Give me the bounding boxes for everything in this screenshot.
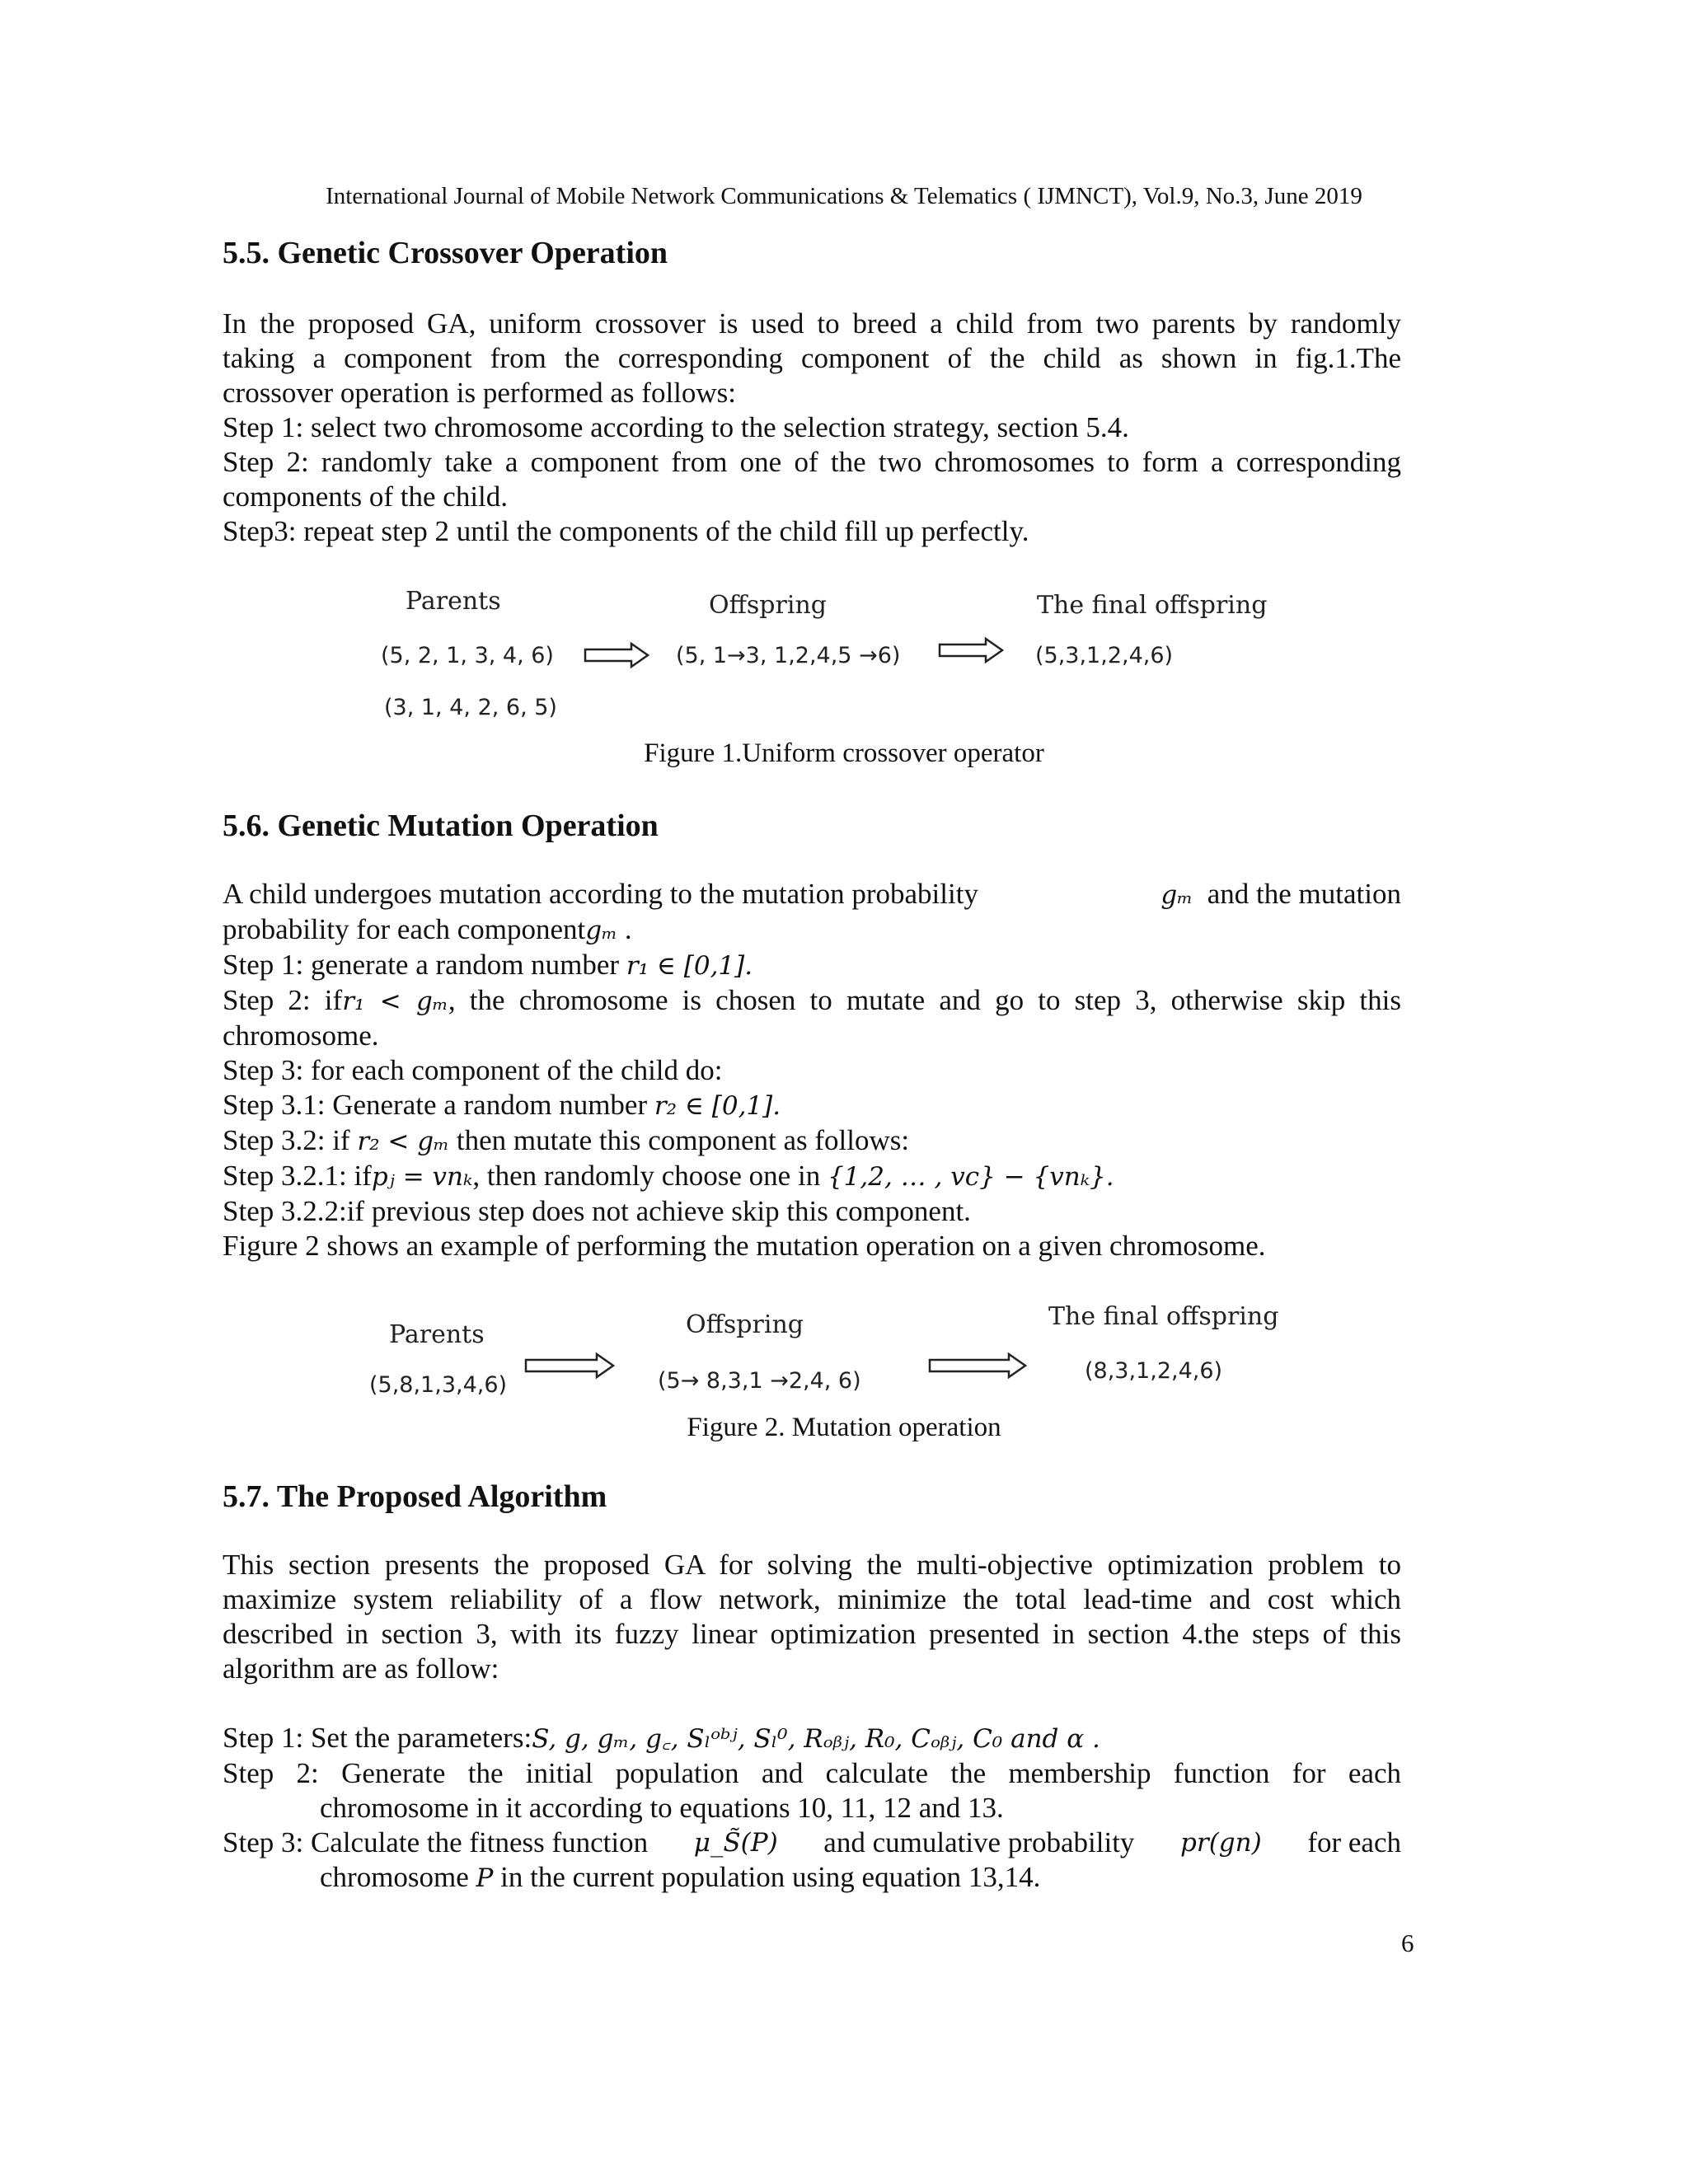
section-5-5-body <box>223 307 1401 549</box>
section-5-5-heading: 5.5. Genetic Crossover Operation <box>223 236 668 270</box>
text-line: maximize system reliability of a flow network, minimize the total lead-time and cost which <box>223 1583 1401 1615</box>
double-arrow-icon <box>584 641 651 669</box>
fig1-offspring-label: Offspring <box>709 591 827 620</box>
text-span <box>1160 877 1401 912</box>
text-line: components of the child. <box>223 480 509 513</box>
text-line: algorithm are as follow: <box>223 1652 499 1685</box>
text-span: chromosome <box>320 1861 469 1893</box>
figure-1-caption: Figure 1.Uniform crossover operator <box>644 738 1044 768</box>
text-line: Step 3.2.2:if previous step does not achieve skip this component. <box>223 1195 971 1227</box>
text-span: Step 1: generate a random number <box>223 949 620 981</box>
text-line <box>223 877 1401 912</box>
fig1-parent-1: (5, 2, 1, 3, 4, 6) <box>381 643 554 668</box>
text-span: then mutate this component as follows: <box>456 1124 910 1156</box>
math-set: {1,2, … , vc} − {vnₖ}. <box>827 1162 1114 1192</box>
fig2-parent: (5,8,1,3,4,6) <box>369 1372 508 1398</box>
text-line: probability for each componentgₘ . <box>223 913 632 945</box>
figure-2-caption: Figure 2. Mutation operation <box>687 1413 1001 1442</box>
text-line: This section presents the proposed GA for solving the multi-objective optimization problem to <box>223 1549 1401 1581</box>
double-arrow-icon <box>524 1352 617 1380</box>
text-line: described in section 3, with its fuzzy linear optimization presented in section 4.the steps of this <box>223 1618 1401 1650</box>
text-span: probability for each component <box>223 913 586 945</box>
text-span: , the chromosome is chosen to mutate and go to step 3, otherwise skip this <box>448 984 1401 1016</box>
math-r2-lt-gm: r₂ < gₘ <box>357 1127 450 1156</box>
text-span: Step 2: if <box>223 984 343 1016</box>
fig1-final-label: The final offspring <box>1037 591 1268 620</box>
text-line: In the proposed GA, uniform crossover is used to breed a child from two parents by randomly <box>223 307 1401 340</box>
text-line: taking a component from the corresponding component of the child as shown in fig.1.The <box>223 342 1401 374</box>
text-line: Step 2: randomly take a component from one of the two chromosomes to form a corresponding <box>223 446 1401 478</box>
text-span: , then randomly choose one in <box>472 1160 821 1192</box>
text-span: for each <box>1307 1826 1401 1858</box>
math-gm: gₘ <box>585 916 618 945</box>
text-line: chromosome in it according to equations 10, 11, 12 and 13. <box>320 1792 1004 1824</box>
text-span: and cumulative probability <box>823 1826 1135 1858</box>
text-line: chromosome. <box>223 1019 379 1052</box>
fig1-parents-label: Parents <box>406 587 501 616</box>
math-gm: gₘ <box>1160 880 1193 910</box>
fig2-final-label: The final offspring <box>1048 1302 1279 1331</box>
text-line <box>223 1159 1401 1194</box>
fig2-final: (8,3,1,2,4,6) <box>1085 1358 1223 1384</box>
section-5-6-body <box>223 877 1401 1263</box>
math-parameters: S, g, gₘ, g꜀, Sₗᵒᵇʲ, Sₗ⁰, Rₒᵦⱼ, R₀, Cₒᵦⱼ, C₀ and α . <box>532 1724 1100 1754</box>
math-pj: pⱼ = vnₖ <box>371 1162 473 1192</box>
text-span: Step 3.2.1: if <box>223 1160 372 1192</box>
text-line <box>223 1123 1401 1159</box>
fig1-final: (5,3,1,2,4,6) <box>1035 643 1174 668</box>
section-5-7-body <box>223 1548 1401 1686</box>
text-line <box>223 948 1401 983</box>
fig2-offspring: (5→ 8,3,1 →2,4, 6) <box>658 1368 861 1394</box>
text-span: Step 3: Calculate the fitness function <box>223 1826 649 1858</box>
double-arrow-icon <box>938 636 1006 664</box>
text-line <box>223 983 1401 1019</box>
text-span: A child undergoes mutation according to the mutation probability <box>223 878 978 910</box>
section-5-7-heading: 5.7. The Proposed Algorithm <box>223 1479 607 1514</box>
fig1-offspring: (5, 1→3, 1,2,4,5 →6) <box>676 643 901 668</box>
text-span: and the mutation <box>1207 878 1401 910</box>
math-P: P <box>476 1863 494 1893</box>
math-r2-range: r₂ ∈ [0,1]. <box>654 1091 781 1121</box>
text-span: Step 3.2: if <box>223 1124 350 1156</box>
page-number: 6 <box>1401 1929 1414 1957</box>
math-mu: μ_S̃(P) <box>693 1828 778 1858</box>
text-line <box>223 1860 1401 1896</box>
text-line <box>223 1721 1401 1756</box>
text-span: Step 1: Set the parameters: <box>223 1722 532 1754</box>
text-line: Figure 2 shows an example of performing the mutation operation on a given chromosome. <box>223 1230 1266 1262</box>
section-5-7-steps <box>223 1721 1401 1896</box>
fig2-offspring-label: Offspring <box>686 1310 804 1339</box>
text-line: Step 1: select two chromosome according to the selection strategy, section 5.4. <box>223 411 1129 443</box>
text-line: Step 2: Generate the initial population and calculate the membership function for each <box>223 1757 1401 1789</box>
text-line: crossover operation is performed as follows: <box>223 377 737 409</box>
section-5-6-heading: 5.6. Genetic Mutation Operation <box>223 808 659 843</box>
double-arrow-icon <box>928 1352 1029 1380</box>
math-r1-lt-gm: r₁ < gₘ <box>342 987 448 1016</box>
journal-header: International Journal of Mobile Network Communications & Telematics ( IJMNCT), Vol.9, No.3, June 2019 <box>326 183 1362 209</box>
fig1-parent-2: (3, 1, 4, 2, 6, 5) <box>384 695 557 720</box>
text-line <box>223 1088 1401 1123</box>
text-line <box>223 1825 1401 1860</box>
fig2-parents-label: Parents <box>389 1320 485 1349</box>
text-line: Step 3: for each component of the child do: <box>223 1054 723 1086</box>
text-span: in the current population using equation 13,14. <box>500 1861 1041 1893</box>
math-pr: pr(gn) <box>1180 1828 1262 1858</box>
text-span: Step 3.1: Generate a random number <box>223 1089 648 1121</box>
math-r1-range: r₁ ∈ [0,1]. <box>626 951 753 981</box>
text-line: Step3: repeat step 2 until the components of the child fill up perfectly. <box>223 515 1029 547</box>
